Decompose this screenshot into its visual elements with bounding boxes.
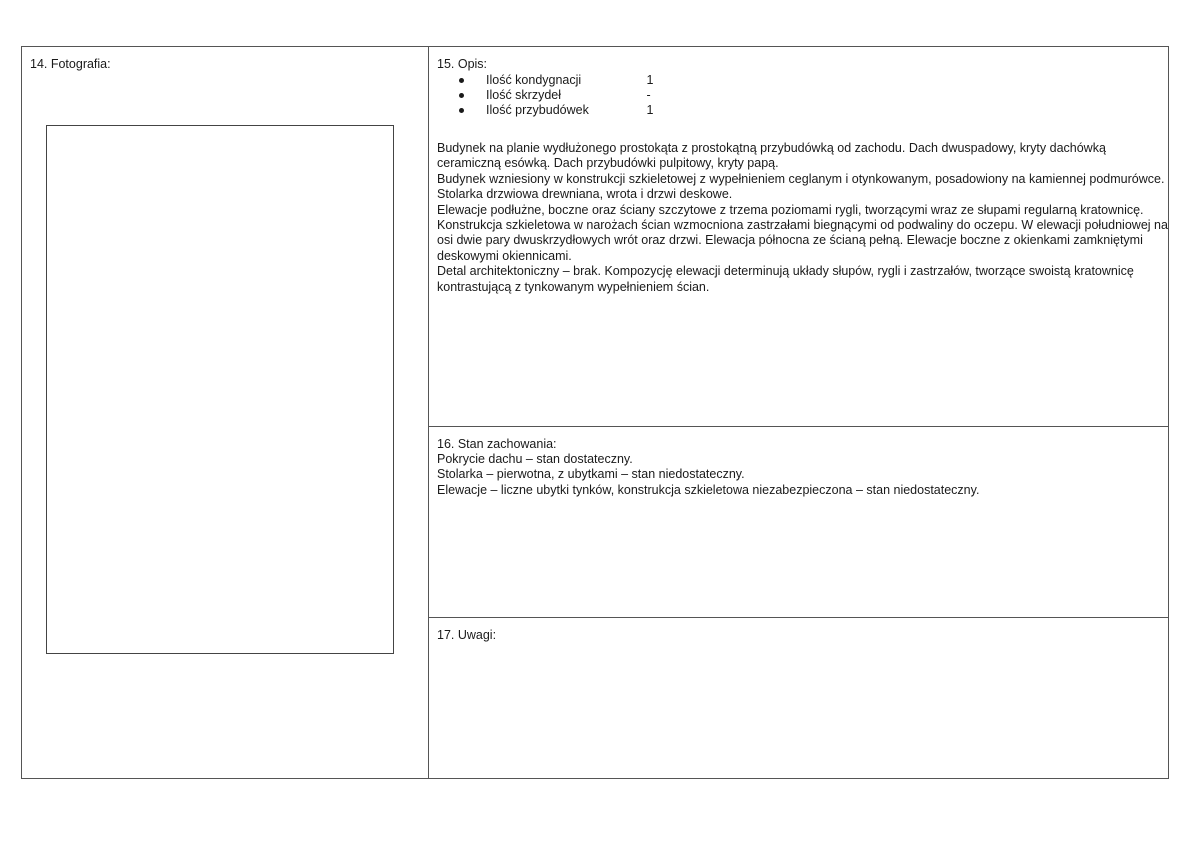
opis-paragraph: Detal architektoniczny – brak. Kompozycję elewacji determinują układy słupów, rygli i zastrzałów, tworzące swoistą kratownicę kontrastującą z tynkowanym wypełnieniem ścian. [437,264,1134,294]
opis-paragraph: Budynek wzniesiony w konstrukcji szkieletowej z wypełnieniem ceglanym i otynkowanym, posadowiony na kamiennej podmurówce. Stolarka drzwiowa drewniana, wrota i drzwi deskowe. [437,171,1165,202]
photo-section [22,47,429,778]
opis-bullet-item [453,88,653,103]
opis-bullet-value: - [646,88,651,102]
opis-bullet-label: Ilość przybudówek [486,103,589,117]
photo-section-label: 14. Fotografia: [30,57,111,71]
stan-line: Stolarka – pierwotna, z ubytkami – stan niedostateczny. [437,467,745,482]
opis-paragraph: Budynek na planie wydłużonego prostokąta z prostokątną przybudówką od zachodu. Dach dwuspadowy, kryty dachówką ceramiczną esówką. Dach przybudówki pulpitowy, kryty papą. [437,141,1106,171]
photo-placeholder-frame [46,125,394,654]
stan-section-label: 16. Stan zachowania: [437,437,557,451]
description-column [429,47,1168,778]
opis-description [437,141,1172,295]
bullet-dot-icon [459,78,464,83]
opis-bullet-list [453,73,653,118]
opis-bullet-label: Ilość skrzydeł [486,88,562,102]
stan-line: Pokrycie dachu – stan dostateczny. [437,452,633,466]
stan-body [437,452,1172,498]
bullet-dot-icon [459,93,464,98]
opis-section [429,47,1168,427]
record-sheet [21,46,1169,779]
opis-bullet-value: 1 [646,73,654,87]
opis-section-label: 15. Opis: [437,57,488,71]
opis-bullet-item [453,73,653,88]
bullet-dot-icon [459,108,464,113]
stan-line: Elewacje – liczne ubytki tynków, konstrukcja szkieletowa niezabezpieczona – stan niedostateczny. [437,482,980,497]
uwagi-section-label: 17. Uwagi: [437,628,497,642]
opis-bullet-item [453,103,653,118]
opis-bullet-value: 1 [646,103,654,117]
opis-paragraph: Elewacje podłużne, boczne oraz ściany szczytowe z trzema poziomami rygli, tworzącymi wraz ze słupami regularną kratownicę. Konstrukcja szkieletowa w narożach ścian wzmocniona zastrzałami biegnącymi od podwaliny do oczepu. W elewacji południowej na osi dwie pary dwuskrzydłowych wrót oraz drzwi. Elewacja północna ze ścianą pełną. Elewacje boczne z okienkami zamkniętymi deskowymi okiennicami. [437,202,1168,263]
uwagi-section [429,618,1168,778]
opis-bullet-label: Ilość kondygnacji [486,73,582,87]
stan-section [429,427,1168,618]
